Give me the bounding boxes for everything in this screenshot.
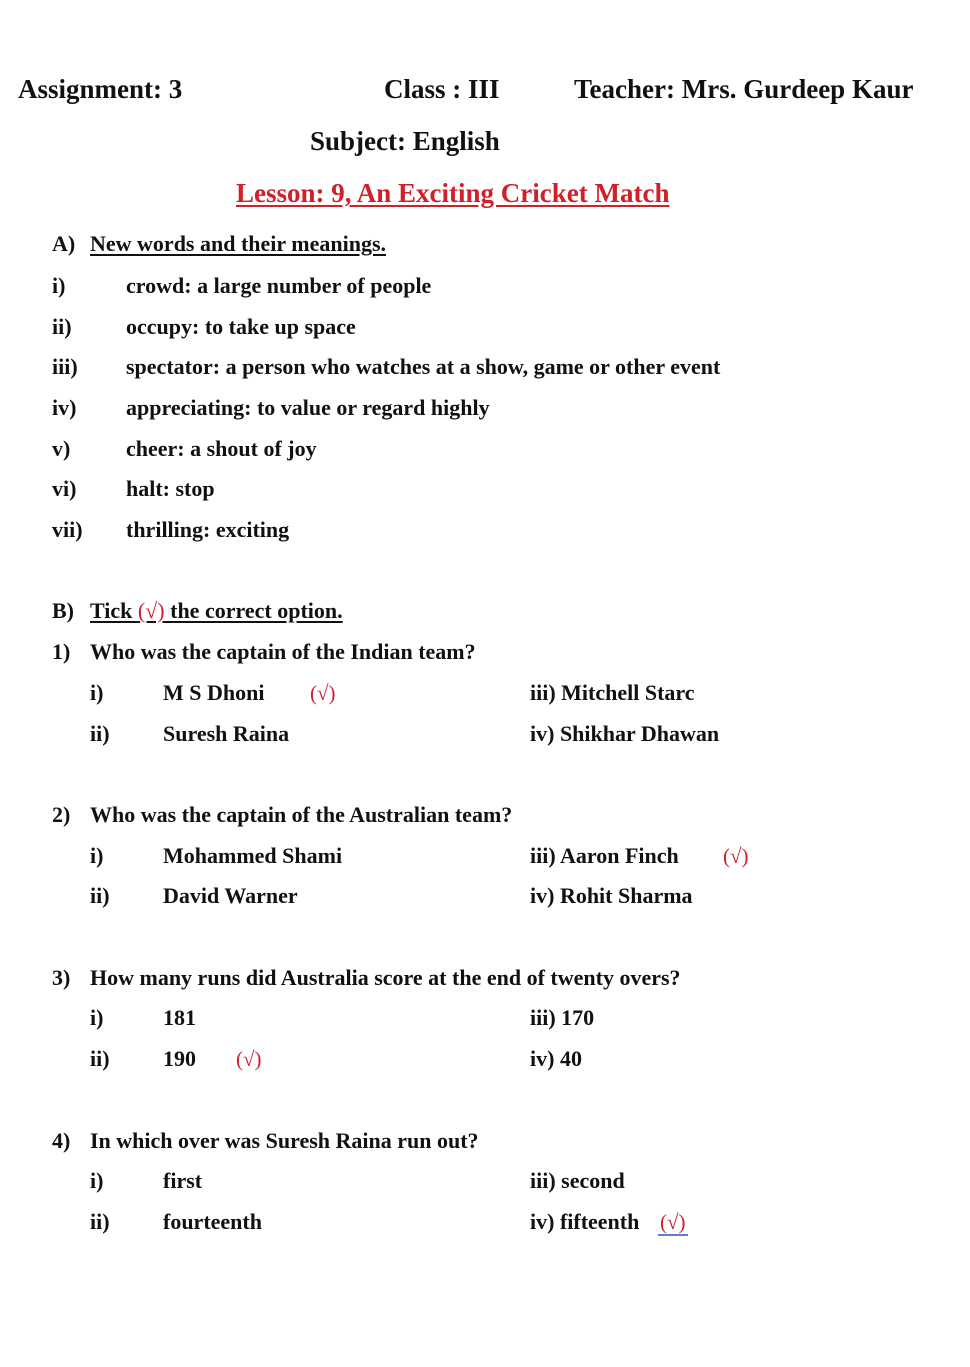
list-item-num: iv) <box>52 395 77 420</box>
list-item-text: cheer: a shout of joy <box>126 436 317 461</box>
option-num: i) <box>90 680 104 705</box>
tick-mark: (√) <box>310 681 336 705</box>
option-text: 181 <box>163 1005 196 1030</box>
option-num: ii) <box>90 1046 110 1071</box>
option-text: iii) Aaron Finch <box>530 843 679 868</box>
option-text: Suresh Raina <box>163 721 290 746</box>
section-b-heading <box>90 598 343 624</box>
assignment-label: Assignment: 3 <box>18 74 183 104</box>
list-item-text: thrilling: exciting <box>126 517 290 542</box>
option-text: iv) Shikhar Dhawan <box>530 721 720 746</box>
list-item-text: halt: stop <box>126 476 215 501</box>
lesson-title: Lesson: 9, An Exciting Cricket Match <box>236 178 670 208</box>
question-number: 2) <box>52 802 71 827</box>
list-item-text: spectator: a person who watches at a show, game or other event <box>126 354 721 379</box>
list-item-num: i) <box>52 273 66 298</box>
question-text: How many runs did Australia score at the end of twenty overs? <box>90 965 681 990</box>
tick-mark: (√) <box>236 1047 262 1071</box>
option-text: iv) Rohit Sharma <box>530 883 693 908</box>
option-text: iii) second <box>530 1168 625 1193</box>
list-item-num: vi) <box>52 476 77 501</box>
option-text: iii) 170 <box>530 1005 595 1030</box>
subject-label: Subject: English <box>310 126 500 156</box>
section-a-heading: New words and their meanings. <box>90 231 387 256</box>
option-num: i) <box>90 1005 104 1030</box>
list-item-num: iii) <box>52 354 78 379</box>
option-text: Mohammed Shami <box>163 843 343 868</box>
option-text: fourteenth <box>163 1209 262 1234</box>
option-num: i) <box>90 1168 104 1193</box>
section-a-label: A) <box>52 231 76 256</box>
option-text: M S Dhoni <box>163 680 265 705</box>
question-number: 3) <box>52 965 71 990</box>
option-num: i) <box>90 843 104 868</box>
section-b-heading-pre: Tick <box>90 598 138 623</box>
option-text: iii) Mitchell Starc <box>530 680 695 705</box>
question-number: 1) <box>52 639 71 664</box>
teacher-label: Teacher: Mrs. Gurdeep Kaur <box>574 74 914 104</box>
section-b-heading-post: the correct option. <box>164 598 343 623</box>
option-num: ii) <box>90 1209 110 1234</box>
list-item-num: vii) <box>52 517 83 542</box>
option-num: ii) <box>90 721 110 746</box>
class-label: Class : III <box>384 74 500 104</box>
list-item-num: v) <box>52 436 71 461</box>
tick-mark: (√) <box>723 844 749 868</box>
tick-underline: (√) <box>660 1210 686 1234</box>
question-text: Who was the captain of the Indian team? <box>90 639 476 664</box>
question-number: 4) <box>52 1128 71 1153</box>
option-text: David Warner <box>163 883 298 908</box>
option-text: iv) 40 <box>530 1046 582 1071</box>
option-text: first <box>163 1168 203 1193</box>
list-item-num: ii) <box>52 314 72 339</box>
tick-symbol: (√) <box>137 598 165 623</box>
tick-mark <box>658 1210 688 1235</box>
question-text: Who was the captain of the Australian team? <box>90 802 513 827</box>
option-num: ii) <box>90 883 110 908</box>
list-item-text: appreciating: to value or regard highly <box>126 395 490 420</box>
list-item-text: crowd: a large number of people <box>126 273 432 298</box>
question-text: In which over was Suresh Raina run out? <box>90 1128 479 1153</box>
section-b-label: B) <box>52 598 74 623</box>
option-text: 190 <box>163 1046 196 1071</box>
list-item-text: occupy: to take up space <box>126 314 356 339</box>
option-text: iv) fifteenth <box>530 1209 640 1234</box>
